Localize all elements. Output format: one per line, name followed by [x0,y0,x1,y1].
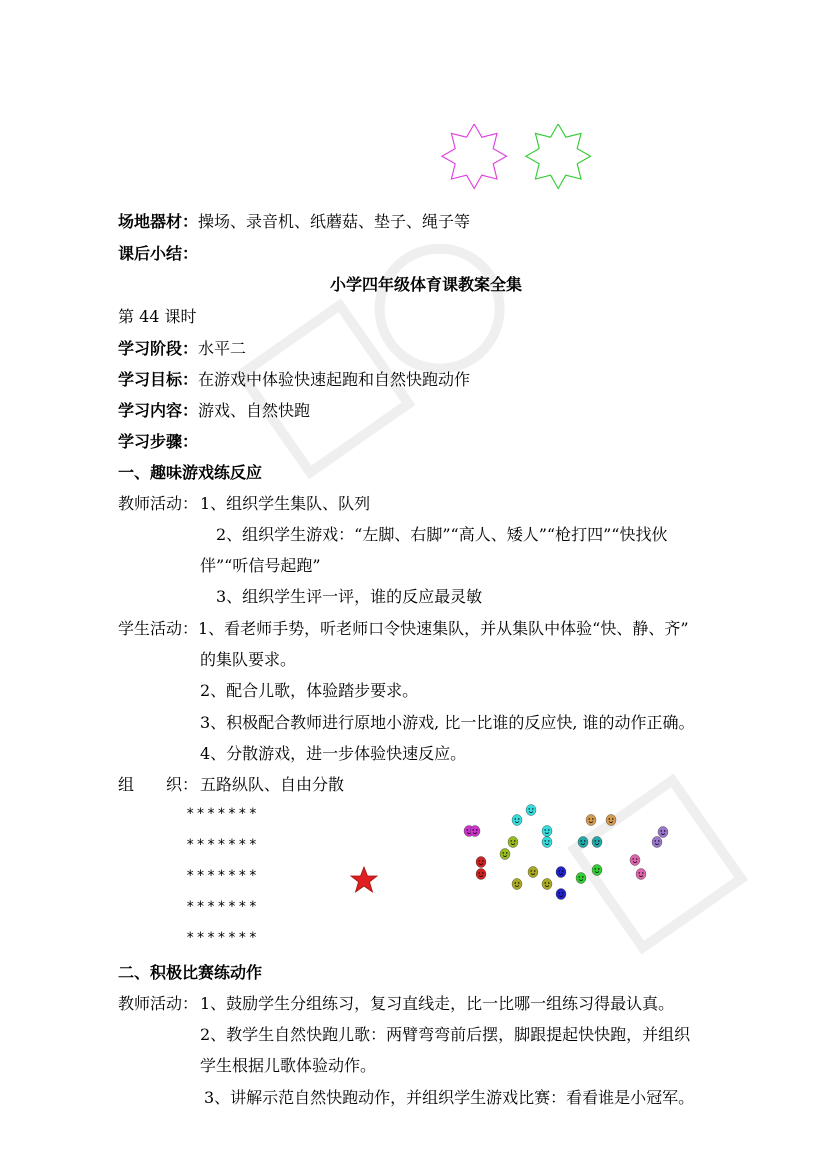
section1-teacher-item: 3、组织学生评一评，谁的反应最灵敏 [216,587,483,606]
section1-teacher-label: 教师活动： [118,494,199,513]
lesson-number: 第 44 课时 [118,307,197,326]
student-face-icon [476,857,486,868]
section2-teacher-label: 教师活动： [118,994,199,1013]
student-face-icon [576,873,586,884]
equipment-value: 操场、录音机、纸蘑菇、垫子、绳子等 [198,212,471,231]
formation-row: ******* [186,837,260,853]
section1-student-item: 4、分散游戏，进一步体验快速反应。 [200,744,467,763]
student-face-icon [606,815,616,826]
student-face-icon [470,826,480,837]
student-face-icon [476,869,486,880]
section1-student-item: 的集队要求。 [200,650,297,669]
student-face-icon [508,837,518,848]
section1-heading: 一、趣味游戏练反应 [118,463,263,482]
goal-value: 在游戏中体验快速起跑和自然快跑动作 [198,370,471,389]
student-face-icon [542,837,552,848]
section1-teacher-item: 1、组织学生集队、队列 [200,494,371,513]
student-face-icon [512,815,522,826]
section2-teacher-item: 2、教学生自然快跑儿歌：两臂弯弯前后摆，脚跟提起快快跑，并组织 [200,1025,691,1044]
steps-label: 学习步骤： [118,432,199,451]
student-face-icon [528,867,538,878]
stage-line [118,339,246,359]
goal-label: 学习目标： [118,370,199,389]
green-star-shape [526,124,591,189]
student-face-icon [578,837,588,848]
student-face-icon [526,805,536,816]
section1-student-item: 2、配合儿歌，体验踏步要求。 [200,681,419,700]
student-face-icon [630,855,640,866]
section2-teacher-item: 1、鼓励学生分组练习，复习直线走，比一比哪一组练习得最认真。 [200,994,675,1013]
formation-row: ******* [186,868,260,884]
doc-title: 小学四年级体育课教案全集 [330,275,523,294]
student-face-icon [556,889,566,900]
section1-student-item: 3、积极配合教师进行原地小游戏, 比一比谁的反应快, 谁的动作正确。 [200,713,695,732]
org-label: 组 织： [118,775,199,794]
student-face-icon [542,826,552,837]
student-face-icon [542,879,552,890]
section1-teacher-item: 2、组织学生游戏：“左脚、右脚”“高人、矮人”“枪打四”“快找伙 [216,525,668,544]
section1-student-item: 1、看老师手势，听老师口令快速集队，并从集队中体验“快、静、齐” [198,619,689,638]
summary-label: 课后小结： [118,244,199,263]
student-face-icon [592,865,602,876]
org-value: 五路纵队、自由分散 [200,775,345,794]
student-face-icon [652,837,662,848]
student-face-icon [512,879,522,890]
formation-row: ******* [186,930,260,946]
student-face-icon [592,837,602,848]
content-value: 游戏、自然快跑 [198,401,311,420]
section2-heading: 二、积极比赛练动作 [118,963,263,982]
formation-row: ******* [186,806,260,822]
content-label: 学习内容： [118,401,199,420]
student-face-icon [658,827,668,838]
stage-value: 水平二 [198,339,247,358]
student-face-icon [500,849,510,860]
magenta-star-shape [442,124,507,189]
section2-teacher-item: 学生根据儿歌体验动作。 [200,1056,377,1075]
equipment-line [118,212,470,232]
section1-student-label: 学生活动： [118,619,199,638]
student-face-icon [586,815,596,826]
formation-row: ******* [186,899,260,915]
goal-line [118,370,470,390]
section2-teacher-item: 3、讲解示范自然快跑动作，并组织学生游戏比赛：看看谁是小冠军。 [204,1088,695,1107]
stage-label: 学习阶段： [118,339,199,358]
equipment-label: 场地器材： [118,212,199,231]
scattered-students [455,798,675,908]
section1-teacher-item: 伴”“听信号起跑” [200,556,321,575]
student-face-icon [556,867,566,878]
teacher-star-icon [350,866,378,894]
top-decoration [440,124,600,194]
content-line [118,401,310,421]
student-face-icon [636,869,646,880]
